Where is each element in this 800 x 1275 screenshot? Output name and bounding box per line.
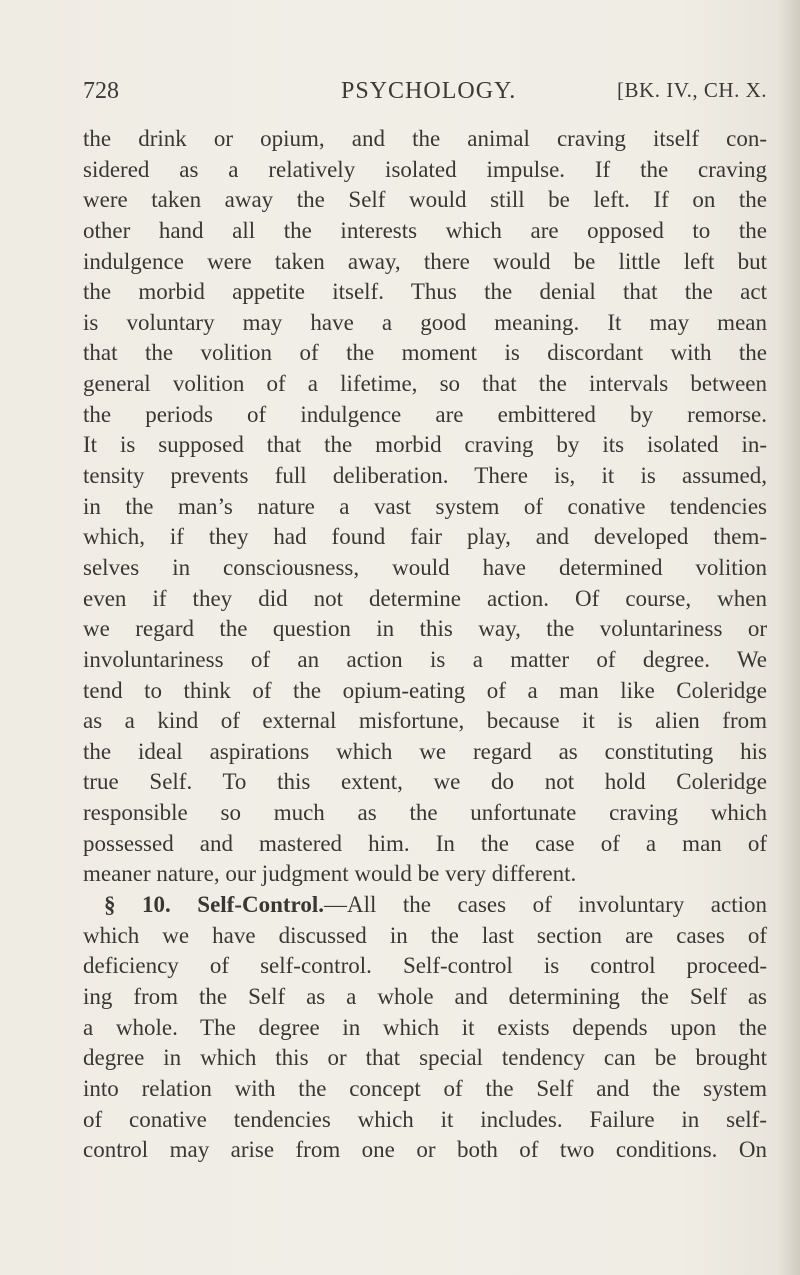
text-line: degree in which this or that special tendency can be brought (83, 1045, 767, 1071)
text-line: true Self. To this extent, we do not hold Coleridge (83, 769, 767, 795)
text-line: meaner nature, our judgment would be very different. (83, 861, 577, 887)
text-line: responsible so much as the unfortunate craving which (83, 800, 767, 826)
text-line: into relation with the concept of the Self and the system (83, 1075, 767, 1101)
text-line: even if they did not determine action. Of course, when (83, 585, 767, 611)
text-line: the ideal aspirations which we regard as constituting his (83, 738, 767, 764)
text-line: general volition of a lifetime, so that the intervals between (83, 371, 767, 397)
text-line: tensity prevents full deliberation. There is, it is assumed, (83, 463, 767, 489)
chapter-reference: [BK. IV., CH. X. (617, 78, 767, 102)
text-line: tend to think of the opium-eating of a man like Coleridge (83, 677, 767, 703)
running-header (83, 78, 767, 108)
text-line: as a kind of external misfortune, because it is alien from (83, 708, 767, 734)
body-text (83, 124, 767, 1166)
text-line: which, if they had found fair play, and developed them- (83, 524, 767, 550)
text-line: other hand all the interests which are opposed to the (83, 217, 767, 243)
section-first-line-text: —All the cases of involuntary action (324, 892, 767, 918)
text-line: the periods of indulgence are embittered by remorse. (83, 401, 767, 427)
text-line: is voluntary may have a good meaning. It may mean (83, 309, 767, 335)
text-line: involuntariness of an action is a matter of degree. We (83, 646, 767, 672)
text-line: the morbid appetite itself. Thus the denial that the act (83, 279, 767, 305)
text-line: ing from the Self as a whole and determining the Self as (83, 983, 767, 1009)
text-line: in the man’s nature a vast system of conative tendencies (83, 493, 767, 519)
text-line: the drink or opium, and the animal craving itself con- (83, 126, 767, 151)
page-number: 728 (83, 78, 119, 104)
text-line: which we have discussed in the last section are cases of (83, 922, 767, 948)
text-line: indulgence were taken away, there would be little left but (83, 248, 767, 274)
text-line: we regard the question in this way, the voluntariness or (83, 616, 767, 642)
text-line: a whole. The degree in which it exists depends upon the (83, 1014, 767, 1040)
page-edge-shadow (778, 0, 800, 1275)
section-heading: § 10. Self-Control. (104, 892, 324, 918)
text-line: that the volition of the moment is discordant with the (83, 340, 767, 366)
text-line: It is supposed that the morbid craving by its isolated in- (83, 432, 767, 458)
section-first-line (83, 890, 767, 921)
text-line: of conative tendencies which it includes. Failure in self- (83, 1106, 767, 1132)
text-line: sidered as a relatively isolated impulse. If the craving (83, 156, 767, 182)
running-title: PSYCHOLOGY. (341, 78, 517, 104)
text-line: possessed and mastered him. In the case of a man of (83, 830, 767, 856)
text-line: deficiency of self-control. Self-control is control proceed- (83, 953, 767, 979)
text-line: selves in consciousness, would have determined volition (83, 554, 767, 580)
text-line: were taken away the Self would still be left. If on the (83, 187, 767, 213)
text-line: control may arise from one or both of two conditions. On (83, 1137, 767, 1163)
